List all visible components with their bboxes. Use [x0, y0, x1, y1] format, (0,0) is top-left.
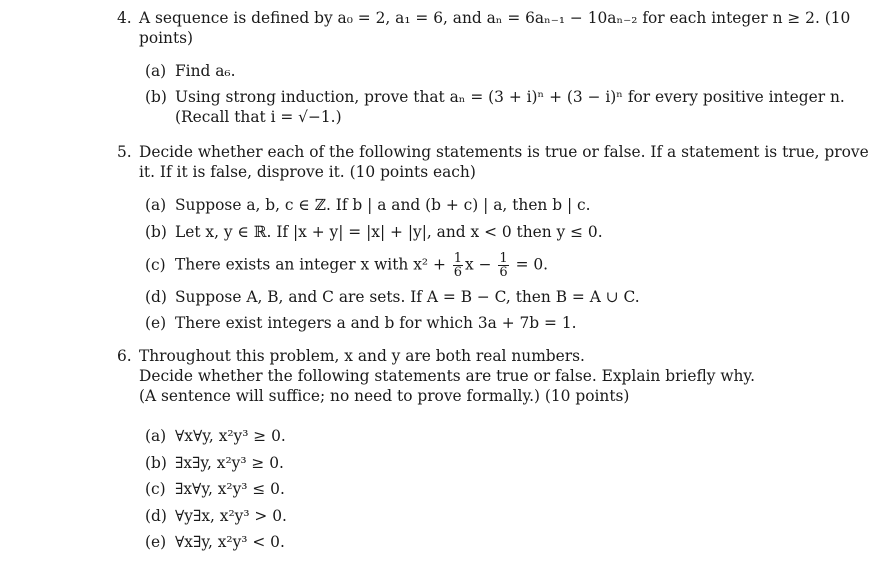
part-e [145, 313, 577, 333]
problem-statement [139, 346, 817, 406]
part-text: Suppose a, b, c ∈ ℤ. If b | a and (b + c) | a, then b | c. [175, 196, 591, 214]
part-label: (e) [145, 533, 167, 551]
fraction-numerator: 1 [499, 251, 508, 266]
part-label: (b) [145, 454, 167, 472]
fraction-one-sixth [498, 252, 508, 279]
part-text: ∀y∃x, x²y³ > 0. [175, 507, 287, 525]
part-label: (d) [145, 288, 167, 306]
part-text: Find a₆. [175, 62, 236, 80]
problem-number: 5. [117, 143, 132, 161]
part-text-after: = 0. [515, 255, 549, 274]
part-text: ∀x∃y, x²y³ < 0. [175, 533, 285, 551]
part-label: (c) [145, 480, 166, 498]
problem-statement [139, 142, 869, 182]
part-c [145, 252, 548, 279]
part-b [145, 87, 845, 107]
problem-6 [117, 346, 817, 406]
statement-line: it. If it is false, disprove it. (10 points each) [139, 163, 476, 181]
statement-line: Throughout this problem, x and y are both real numbers. [139, 347, 585, 365]
part-d [145, 506, 287, 526]
part-label: (d) [145, 507, 167, 525]
part-b [145, 222, 603, 242]
statement-line: points) [139, 29, 194, 47]
part-text-continued: (Recall that i = √−1.) [175, 108, 342, 126]
fraction-denominator: 6 [499, 265, 508, 280]
part-text: ∃x∀y, x²y³ ≤ 0. [175, 480, 285, 498]
fraction-numerator: 1 [453, 251, 463, 266]
part-e [145, 532, 285, 552]
part-text-mid: x − [465, 255, 492, 274]
part-label: (a) [145, 62, 167, 80]
part-label: (e) [145, 314, 167, 332]
part-label: (a) [145, 427, 167, 445]
part-a [145, 61, 236, 81]
part-text: Using strong induction, prove that aₙ = (3 + i)ⁿ + (3 − i)ⁿ for every positive integer n. [175, 88, 845, 106]
part-text: ∀x∀y, x²y³ ≥ 0. [175, 427, 286, 445]
part-b [145, 453, 284, 473]
statement-line: A sequence is defined by a₀ = 2, a₁ = 6, and aₙ = 6aₙ₋₁ − 10aₙ₋₂ for each integer n ≥ 2. (10 [139, 9, 851, 27]
statement-line: (A sentence will suffice; no need to prove formally.) (10 points) [139, 387, 630, 405]
problem-number: 4. [117, 9, 132, 27]
statement-line: Decide whether the following statements are true or false. Explain briefly why. [139, 367, 755, 385]
part-label: (b) [145, 88, 167, 106]
part-a [145, 195, 591, 215]
problem-5 [117, 142, 869, 182]
part-text: Let x, y ∈ ℝ. If |x + y| = |x| + |y|, and x < 0 then y ≤ 0. [175, 223, 603, 241]
part-text: There exist integers a and b for which 3a + 7b = 1. [175, 314, 577, 332]
part-a [145, 426, 286, 446]
problem-statement [139, 8, 851, 48]
part-c [145, 479, 285, 499]
part-label: (a) [145, 196, 167, 214]
part-d [145, 287, 640, 307]
part-label: (c) [145, 255, 166, 274]
fraction-one-sixth [453, 252, 463, 279]
problem-4 [117, 8, 851, 48]
part-text: ∃x∃y, x²y³ ≥ 0. [175, 454, 284, 472]
part-label: (b) [145, 223, 167, 241]
part-text-before: There exists an integer x with x² + [175, 255, 446, 274]
part-text: Suppose A, B, and C are sets. If A = B − C, then B = A ∪ C. [175, 288, 640, 306]
fraction-denominator: 6 [453, 265, 463, 280]
problem-number: 6. [117, 347, 132, 365]
statement-line: Decide whether each of the following statements is true or false. If a statement is true, prove [139, 143, 869, 161]
